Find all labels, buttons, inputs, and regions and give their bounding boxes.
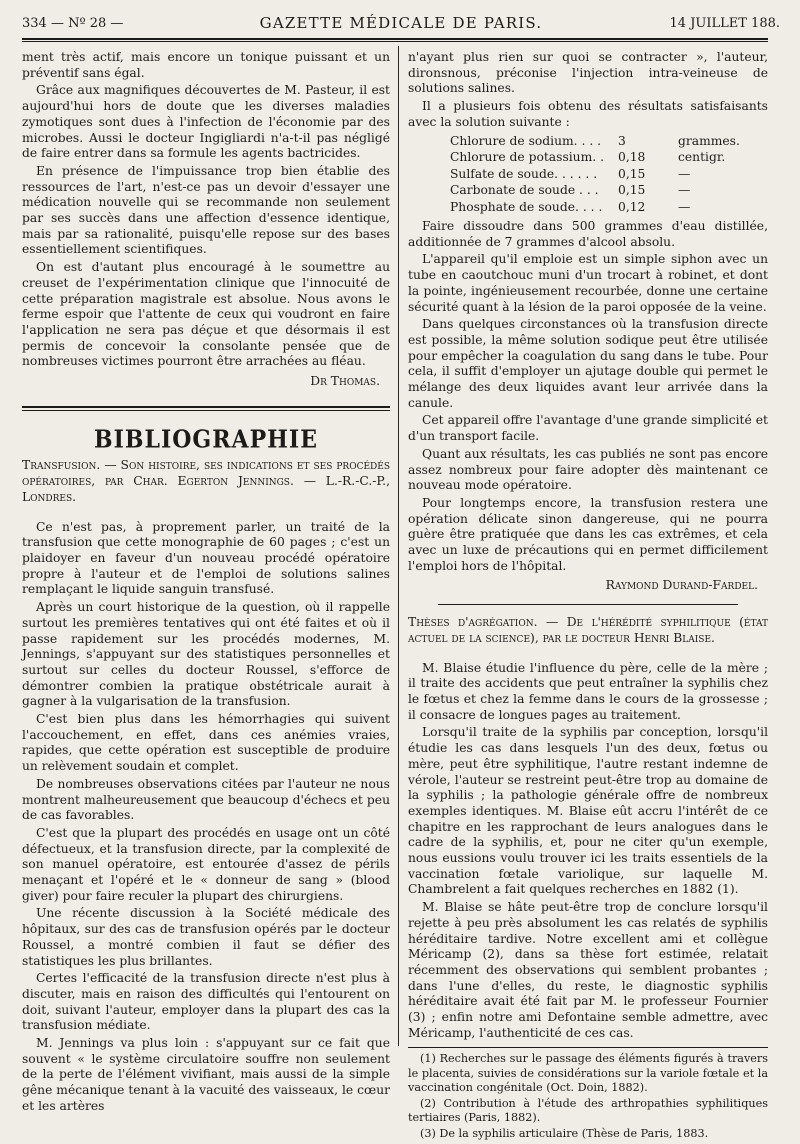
formula-row — [450, 133, 768, 150]
issue-date: 14 JUILLET 188. — [669, 16, 780, 31]
paragraph: Quant aux résultats, les cas publiés ne sont pas encore assez nombreux pour faire adopter dès maintenant ce nouveau mode opératoire. — [408, 446, 768, 493]
paragraph: En présence de l'impuissance trop bien établie des ressources de l'art, n'est-ce pas un devoir d'essayer une médication nouvelle qui se recommande non seulement par ses succès dans une affection d'essence identique, mais par sa rationalité, puisqu'elle repose sur des bases essentiellement scientifiques. — [22, 163, 390, 257]
amount: 0,18 — [618, 150, 646, 165]
paragraph: Grâce aux magnifiques découvertes de M. Pasteur, il est aujourd'hui hors de doute que les diverses maladies zymotiques sont dues à l'infection de l'économie par des microbes. Aussi le docteur Ingigliardi n'a-t-il pas négligé de faire entrer dans sa formule les agents bactricides. — [22, 83, 390, 161]
unit: — — [678, 166, 691, 181]
unit: centigr. — [678, 150, 726, 165]
column-divider — [398, 46, 399, 1046]
paragraph: M. Blaise se hâte peut-être trop de conclure lorsqu'il rejette à peu près absolument les cas relatés de syphilis héréditaire tardive. Notre excellent ami et collègue Méricamp (2), dans sa thèse fort estimée, relatait récemment des observations qui semblent probantes ; dans l'une d'elles, du reste, le diagnostic syphilis héréditaire avait été fait par M. le professeur Fournier (3) ; enfin notre ami Defontaine semble admettre, avec Méricamp, l'authenticité de ces cas. — [408, 900, 768, 1040]
left-column — [22, 50, 390, 1117]
paragraph: Dans quelques circonstances où la transfusion directe est possible, la même solution sodique peut être utilisée pour empêcher la coagulation du sang dans le tube. Pour cela, il suffit d'employer un ajutage double qui permet le mélange des deux liquides avant leur arrivée dans la canule. — [408, 317, 768, 410]
paragraph: Une récente discussion à la Société médicale des hôpitaux, sur des cas de transfusion opérés par le docteur Roussel, a montré combien il faut se défier des statistiques les plus brillantes. — [22, 906, 390, 968]
unit: grammes. — [678, 133, 740, 148]
paragraph: C'est bien plus dans les hémorrhagies qui suivent l'accouchement, en effet, dans ces anémies vraies, rapides, que cette opération est susceptible de produire un relèvement soudain et complet. — [22, 712, 390, 774]
amount: 0,15 — [618, 166, 646, 181]
paragraph: Certes l'efficacité de la transfusion directe n'est plus à discuter, mais en raison des difficultés qui l'entourent on doit, suivant l'auteur, employer dans la plupart des cas la transfusion médiate. — [22, 971, 390, 1033]
paragraph: Cet appareil offre l'avantage d'une grande simplicité et d'un transport facile. — [408, 413, 768, 444]
ingredient: Sulfate de soude. . . . . . — [450, 166, 598, 181]
section-rule — [22, 406, 390, 411]
ingredient: Chlorure de sodium. . . . — [450, 133, 602, 148]
paragraph: Pour longtemps encore, la transfusion restera une opération délicate sinon dangereuse, qui ne pourra guère être pratiquée que dans les cas extrêmes, et cela avec un luxe de précautions qui en permet difficilement l'emploi hors de l'hôpital. — [408, 495, 768, 573]
paragraph: C'est que la plupart des procédés en usage ont un côté défectueux, et la transfusion directe, par la complexité de son manuel opératoire, est entourée d'assez de périls menaçant et l'opéré et le « donneur de sang » (blood giver) pour faire reculer la plupart des chirurgiens. — [22, 825, 390, 903]
signature: Dr Thomas. — [310, 374, 380, 389]
section-title: BIBLIOGRAPHIE — [94, 425, 318, 454]
formula-row — [450, 149, 768, 166]
unit: — — [678, 199, 691, 214]
footnote: (3) De la syphilis articulaire (Thèse de Paris, 1883. — [420, 1127, 709, 1141]
paragraph: Faire dissoudre dans 500 grammes d'eau distillée, additionnée de 7 grammes d'alcool absolu. — [408, 219, 768, 249]
paragraph: M. Jennings va plus loin : s'appuyant sur ce fait que souvent « le système circulatoire souffre non seulement de la perte de l'élément vivifiant, mais aussi de la simple gêne mécanique tenant à la vacuité des vaisseaux, le cœur et les artères — [22, 1036, 390, 1113]
paragraph: Il a plusieurs fois obtenu des résultats satisfaisants avec la solution suivante : — [408, 99, 768, 129]
footnote: (1) Recherches sur le passage des éléments figurés à travers le placenta, suivies de considérations sur la variole fœtale et la vaccination congénitale (Oct. Doin, 1882). — [408, 1052, 768, 1094]
ingredient: Phosphate de soude. . . . — [450, 199, 603, 214]
formula-table — [450, 133, 768, 216]
unit: — — [678, 183, 691, 198]
journal-title: GAZETTE MÉDICALE DE PARIS. — [259, 14, 543, 32]
formula-row — [450, 199, 768, 216]
formula-row — [450, 166, 768, 183]
article-separator — [438, 604, 738, 605]
article-heading: Thèses d'agrégation. — De l'hérédité syphilitique (état actuel de la science), par le docteur Henri Blaise. — [408, 615, 768, 645]
paragraph: Après un court historique de la question, où il rappelle surtout les premières tentatives qui ont été faites et où il passe rapidement sur les procédés modernes, M. Jennings, s'appuyant sur des statistiques personnelles et surtout sur celles du docteur Roussel, s'efforce de démontrer combien la pratique obstétricale aurait à gagner à la vulgarisation de la transfusion. — [22, 600, 390, 709]
paragraph: ment très actif, mais encore un tonique puissant et un préventif sans égal. — [22, 50, 390, 80]
paragraph: M. Blaise étudie l'influence du père, celle de la mère ; il traite des accidents que peut entraîner la syphilis chez le fœtus et chez la femme dans le cours de la grossesse ; il consacre de longues pages au traitement. — [408, 660, 768, 722]
paragraph: n'ayant plus rien sur quoi se contracter », l'auteur, dironsnous, préconise l'injection intra-veineuse de solutions salines. — [408, 50, 768, 96]
ingredient: Chlorure de potassium. . — [450, 150, 604, 165]
signature: Raymond Durand-Fardel. — [605, 578, 758, 593]
ingredient: Carbonate de soude . . . — [450, 183, 599, 198]
paragraph: Ce n'est pas, à proprement parler, un traité de la transfusion que cette monographie de 60 pages ; c'est un plaidoyer en faveur d'un nouveau procédé opératoire propre à l'auteur et de l'emploi de solutions salines remplaçant le liquide sanguin transfusé. — [22, 519, 390, 597]
paragraph: L'appareil qu'il emploie est un simple siphon avec un tube en caoutchouc muni d'un trocart à robinet, et dont la pointe, ingénieusement recourbée, donne une certaine sécurité quant à la lésion de la paroi opposée de la veine. — [408, 252, 768, 314]
amount: 0,15 — [618, 183, 646, 198]
right-column — [408, 50, 768, 1144]
paragraph: De nombreuses observations citées par l'auteur ne nous montrent malheureusement que beaucoup d'échecs et peu de cas favorables. — [22, 776, 390, 823]
footnote: (2) Contribution à l'étude des arthropathies syphilitiques tertiaires (Paris, 1882). — [408, 1097, 768, 1125]
amount: 0,12 — [618, 199, 646, 214]
page-number: 334 — Nº 28 — — [22, 16, 124, 31]
formula-row — [450, 182, 768, 199]
header-rule — [22, 38, 768, 42]
paragraph: Lorsqu'il traite de la syphilis par conception, lorsqu'il étudie les cas dans lesquels l'un des deux, fœtus ou mère, peut être syphilitique, l'autre restant indemne de vérole, l'auteur se restreint peut-être trop au domaine de la syphilis ; la pathologie générale offre de nombreux exemples identiques. M. Blaise eût accru l'intérêt de ce chapitre en les rapprochant de leurs analogues dans le cadre de la syphilis, et, pour ne citer qu'un exemple, nous eussions voulu trouver ici les traits essentiels de la vaccination fœtale variolique, sur laquelle M. Chambrelent a fait quelques recherches en 1882 (1). — [408, 725, 768, 897]
page-header — [22, 14, 780, 36]
amount: 3 — [618, 133, 626, 148]
footnotes — [408, 1047, 768, 1141]
article-heading: Transfusion. — Son histoire, ses indications et ses procédés opératoires, par Char. Egerton Jennings. — L.-R.-C.-P., Londres. — [22, 458, 390, 504]
paragraph: On est d'autant plus encouragé à le soumettre au creuset de l'expérimentation clinique que l'innocuité de cette préparation magistrale est absolue. Nous avons le ferme espoir que l'attente de ceux qui voudront en faire l'application ne sera pas déçue et que désormais il est permis de concevoir la consolante pensée que de nombreuses victimes pourront être arrachées au fléau. — [22, 260, 390, 369]
